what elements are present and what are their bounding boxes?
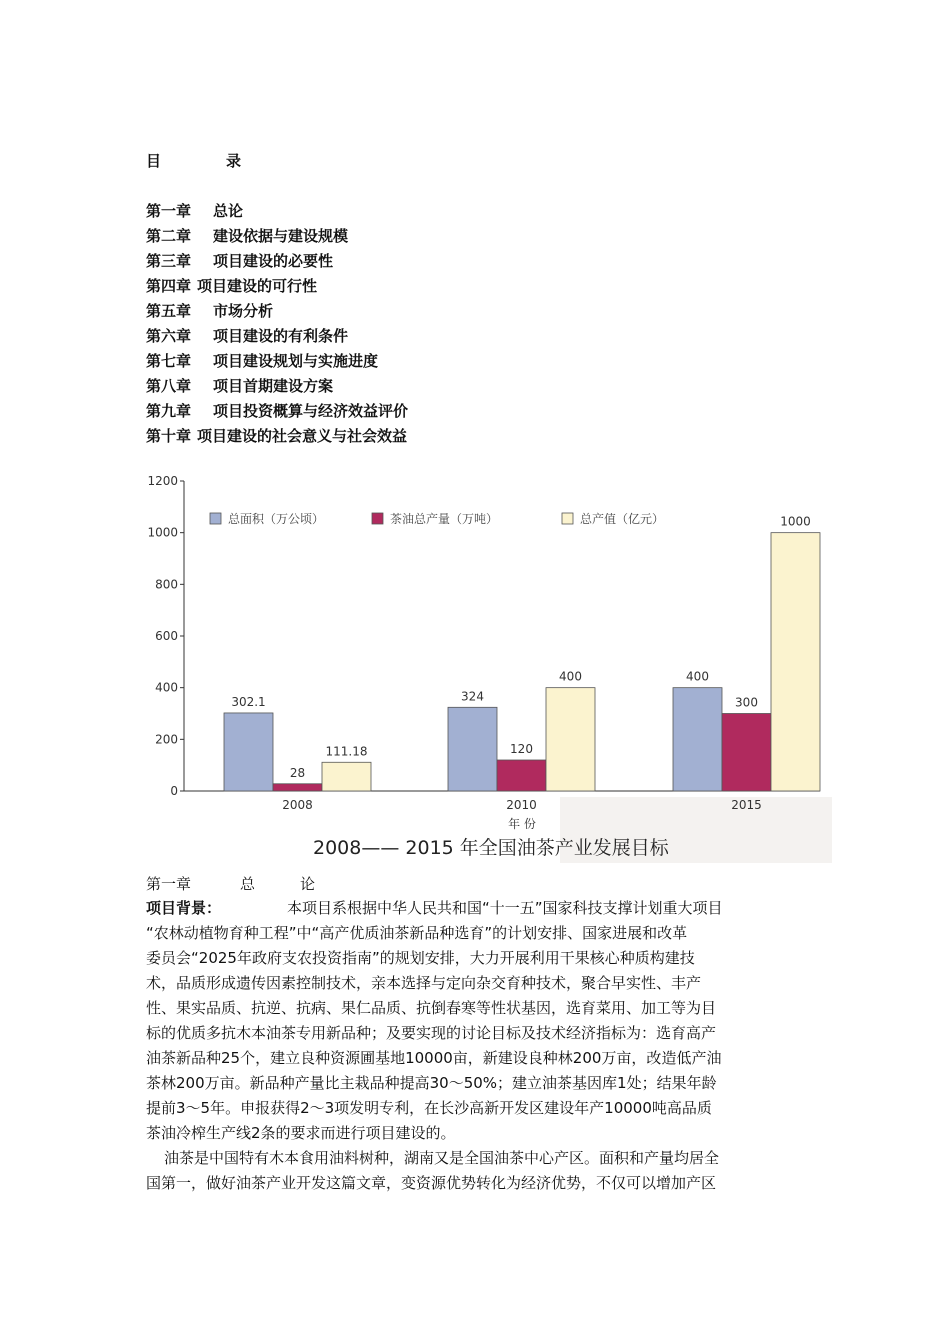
paragraph-line: “农林动植物育种工程”中“高产优质油茶新品种选育”的计划安排、国家进展和改革 <box>146 924 688 942</box>
oil-tea-paragraph <box>146 1146 796 1196</box>
y-tick-label: 600 <box>155 629 178 643</box>
x-axis-label: 年 份 <box>508 817 536 831</box>
paragraph-line: 标的优质多抗木本油茶专用新品种；及要实现的讨论目标及技术经济指标为：选育高产 <box>146 1024 717 1042</box>
chapter-title-char-1: 总 <box>240 875 256 893</box>
toc-chapter-title: 市场分析 <box>213 302 274 320</box>
toc-title-char-1: 目 <box>146 152 162 170</box>
paragraph-line: 性、果实品质、抗逆、抗病、果仁品质、抗倒春寒等性状基因，选育菜用、加工等为目 <box>146 999 717 1017</box>
bar <box>273 784 322 791</box>
toc-chapter-number: 第十章 <box>146 427 192 445</box>
toc-chapter-number: 第四章 <box>146 277 192 295</box>
toc-item <box>146 250 408 275</box>
toc-chapter-number: 第九章 <box>146 402 192 420</box>
paragraph-line: 油茶新品种25个，建立良种资源圃基地10000亩，新建设良种林200万亩，改造低产油 <box>146 1049 722 1067</box>
table-of-contents <box>146 200 408 450</box>
data-label: 111.18 <box>325 744 368 759</box>
toc-item <box>146 275 408 300</box>
bar-chart-svg <box>140 465 832 863</box>
chapter-title-char-2: 论 <box>300 875 316 893</box>
paragraph-line: 术，品质形成遗传因素控制技术，亲本选择与定向杂交育种技术，聚合早实性、丰产 <box>146 974 702 992</box>
legend-label: 总产值（亿元） <box>580 512 665 526</box>
toc-chapter-number: 第一章 <box>146 202 192 220</box>
data-label: 400 <box>686 669 709 684</box>
chapter-number: 第一章 <box>146 875 192 893</box>
paragraph-line: 提前3～5年。申报获得2～3项发明专利，在长沙高新开发区建设年产10000吨高品质 <box>146 1099 712 1117</box>
project-background-paragraph <box>146 896 796 1146</box>
toc-item <box>146 300 408 325</box>
legend-swatch <box>562 513 573 524</box>
data-label: 28 <box>289 765 306 780</box>
toc-item <box>146 325 408 350</box>
y-tick-label: 1000 <box>147 525 178 540</box>
toc-chapter-number: 第八章 <box>146 377 192 395</box>
industry-target-chart <box>140 465 832 863</box>
x-tick-label: 2015 <box>731 798 762 812</box>
y-tick-label: 400 <box>155 680 178 695</box>
y-tick-label: 1200 <box>147 474 178 488</box>
bar <box>448 707 497 791</box>
data-label: 324 <box>461 689 484 704</box>
toc-chapter-number: 第二章 <box>146 227 192 245</box>
bar <box>722 714 771 792</box>
paragraph-lines <box>146 921 796 1146</box>
toc-item <box>146 400 408 425</box>
paragraph-line: 委员会“2025年政府支农投资指南”的规划安排，大力开展利用干果核心种质构建技 <box>146 949 695 967</box>
toc-chapter-title: 项目建设规划与实施进度 <box>213 352 379 370</box>
toc-chapter-number: 第五章 <box>146 302 192 320</box>
bar <box>673 688 722 791</box>
legend-swatch <box>210 513 221 524</box>
chart-title: 2008—— 2015 年全国油茶产业发展目标 <box>313 837 669 859</box>
toc-chapter-title: 项目建设的可行性 <box>197 277 318 295</box>
toc-item <box>146 225 408 250</box>
toc-chapter-number: 第六章 <box>146 327 192 345</box>
data-label: 302.1 <box>231 694 266 709</box>
y-tick-label: 0 <box>170 784 178 798</box>
toc-chapter-title: 项目建设的有利条件 <box>213 327 349 345</box>
background-first-line-text: 本项目系根据中华人民共和国“十一五”国家科技支撑计划重大项目 <box>287 899 723 917</box>
y-tick-label: 200 <box>155 732 178 747</box>
data-label: 1000 <box>780 514 811 529</box>
bar <box>497 760 546 791</box>
y-tick-label: 800 <box>155 577 178 592</box>
toc-chapter-title: 项目建设的必要性 <box>213 252 334 270</box>
bar <box>224 713 273 791</box>
bar <box>546 688 595 791</box>
x-tick-label: 2008 <box>282 798 313 812</box>
toc-chapter-title: 项目投资概算与经济效益评价 <box>213 402 409 420</box>
toc-item <box>146 350 408 375</box>
paragraph-line: 油茶是中国特有木本食用油料树种，湖南又是全国油茶中心产区。面积和产量均居全 <box>164 1149 720 1167</box>
paragraph-lines <box>146 1146 796 1196</box>
toc-chapter-title: 项目建设的社会意义与社会效益 <box>197 427 408 445</box>
toc-chapter-title: 总论 <box>213 202 244 220</box>
x-tick-label: 2010 <box>506 798 537 812</box>
bar <box>771 533 820 791</box>
toc-chapter-title: 项目首期建设方案 <box>213 377 334 395</box>
data-label: 300 <box>735 695 758 710</box>
toc-item <box>146 200 408 225</box>
data-label: 120 <box>510 742 533 756</box>
legend-label: 茶油总产量（万吨） <box>390 512 499 526</box>
background-label: 项目背景： <box>146 899 222 917</box>
toc-item <box>146 425 408 450</box>
legend-swatch <box>372 513 383 524</box>
paragraph-line: 国第一，做好油茶产业开发这篇文章，变资源优势转化为经济优势，不仅可以增加产区 <box>146 1174 717 1192</box>
toc-chapter-number: 第三章 <box>146 252 192 270</box>
toc-item <box>146 375 408 400</box>
toc-title-char-2: 录 <box>226 152 242 170</box>
bar <box>322 762 371 791</box>
toc-chapter-title: 建设依据与建设规模 <box>213 227 349 245</box>
paragraph-line: 茶林200万亩。新品种产量比主栽品种提高30～50%；建立油茶基因库1处；结果年龄 <box>146 1074 717 1092</box>
paragraph-first-line <box>146 896 796 921</box>
toc-chapter-number: 第七章 <box>146 352 192 370</box>
paragraph-line: 茶油冷榨生产线2条的要求而进行项目建设的。 <box>146 1124 456 1142</box>
legend-label: 总面积（万公顷） <box>228 512 325 526</box>
data-label: 400 <box>559 669 582 684</box>
